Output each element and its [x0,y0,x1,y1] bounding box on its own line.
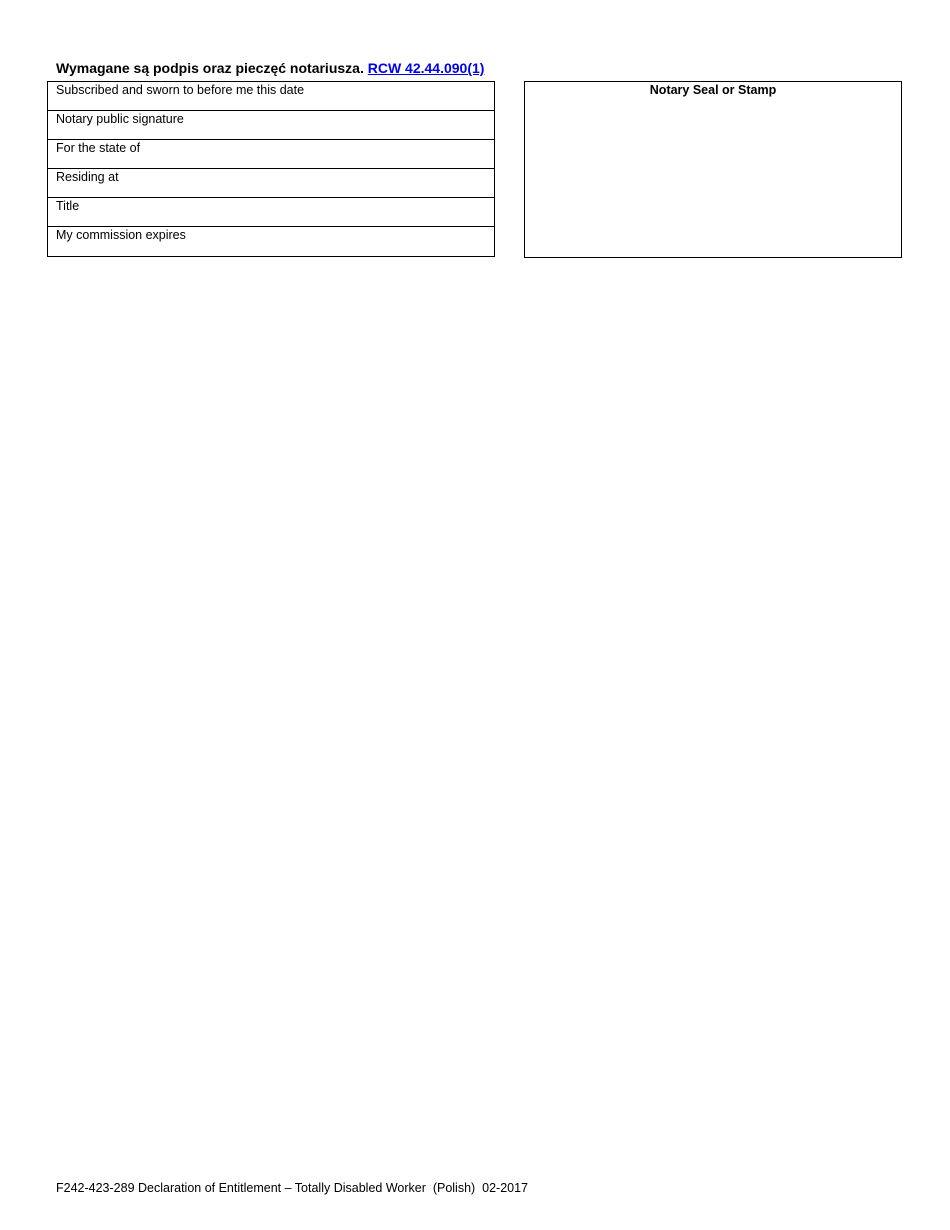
field-notary-signature[interactable] [48,111,494,140]
field-label: For the state of [56,141,141,155]
field-title[interactable] [48,198,494,227]
field-state[interactable] [48,140,494,169]
seal-title: Notary Seal or Stamp [649,83,777,97]
requirement-text: Wymagane są podpis oraz pieczęć notariusza. [56,60,364,76]
notary-seal-box [524,81,902,258]
field-commission-expires[interactable] [48,227,494,256]
field-residing-at[interactable] [48,169,494,198]
field-label: Title [56,199,80,213]
field-label: My commission expires [56,228,186,242]
field-label: Subscribed and sworn to before me this date [56,83,305,97]
field-label: Residing at [56,170,119,184]
form-footer: F242-423-289 Declaration of Entitlement – Totally Disabled Worker (Polish) 02-2017 [56,1181,529,1195]
notary-requirement-heading [56,60,484,76]
rcw-link[interactable]: RCW 42.44.090(1) [367,60,485,76]
notary-fields-table [47,81,495,257]
field-label: Notary public signature [56,112,184,126]
field-subscribed-date[interactable] [48,82,494,111]
